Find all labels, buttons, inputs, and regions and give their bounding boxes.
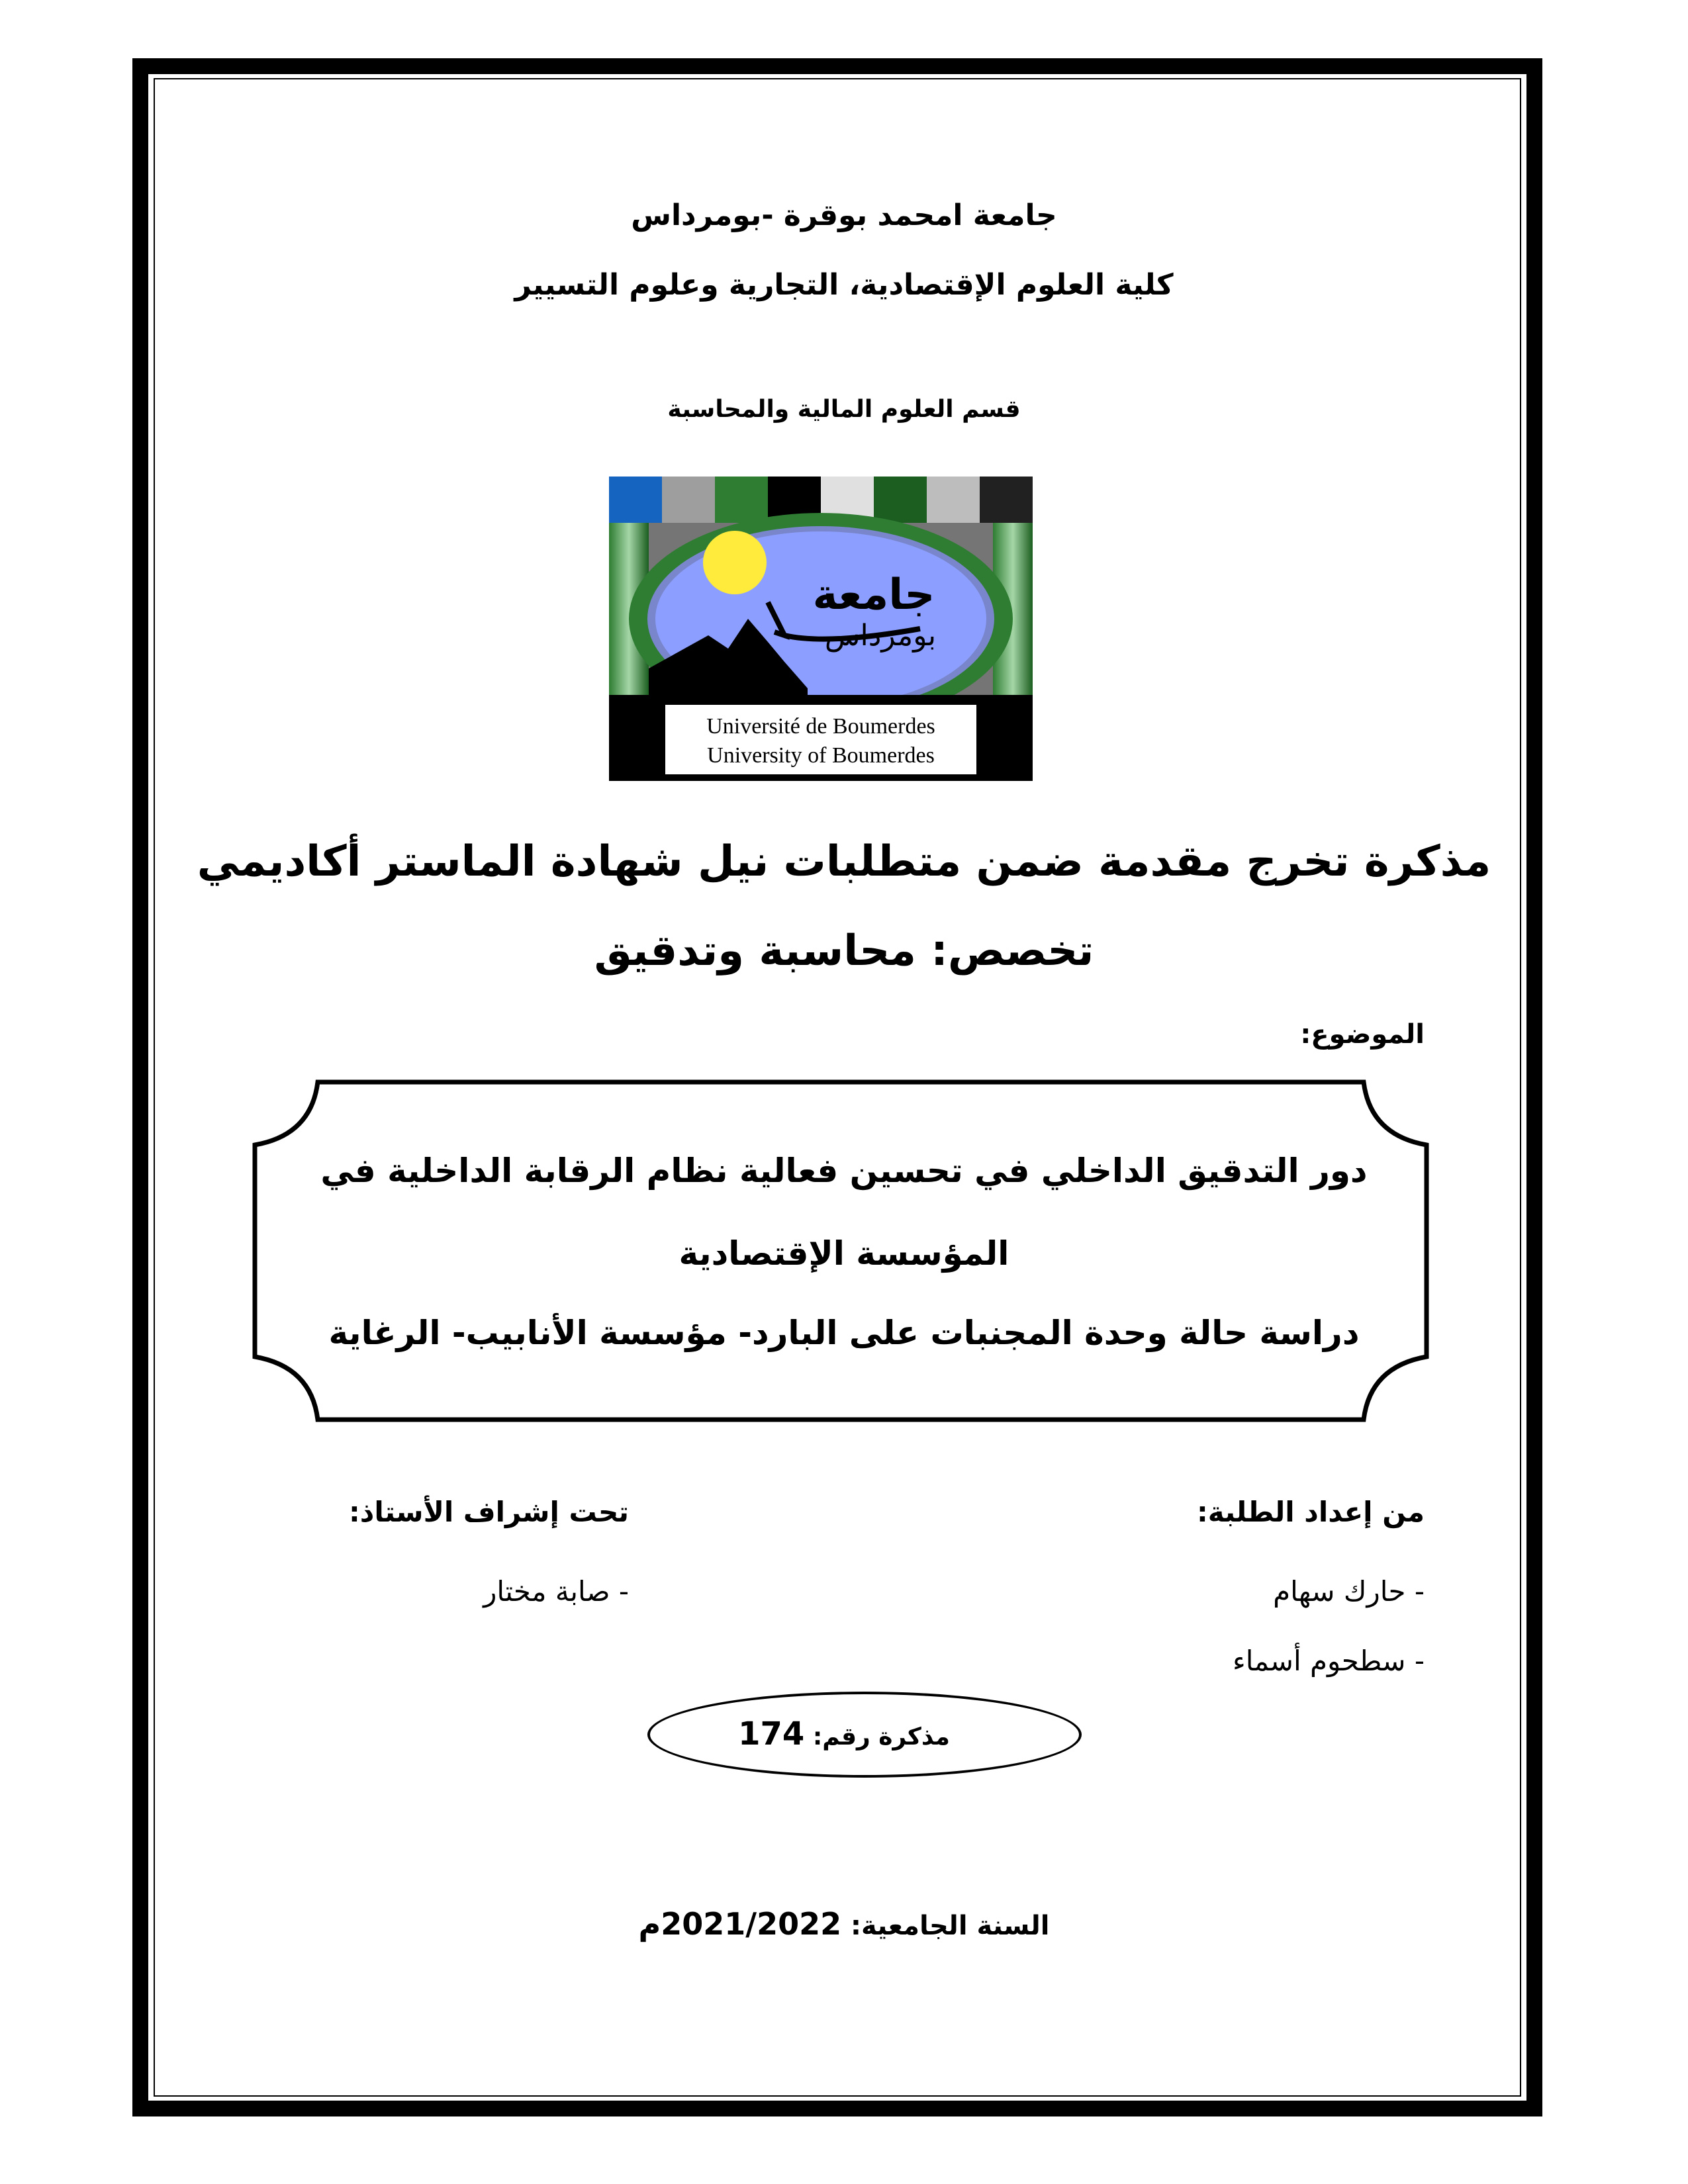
logo-arabic-name: جامعة: [812, 570, 935, 619]
student-name: - سطحوم أسماء: [1232, 1645, 1425, 1677]
logo-english-name: University of Boumerdes: [707, 743, 935, 768]
logo-arabic-city: بومرداس: [824, 619, 937, 653]
memo-label: مذكرة رقم:: [812, 1723, 950, 1751]
memo-number: [0, 1715, 1688, 1752]
memo-number-value: 174: [738, 1715, 805, 1752]
topic-line-3: دراسة حالة وحدة المجنبات على البارد- مؤسسة الأنابيب- الرغاية: [328, 1314, 1360, 1352]
academic-year-label: السنة الجامعية:: [851, 1911, 1050, 1941]
topic-line-1: دور التدقيق الداخلي في تحسين فعالية نظام الرقابة الداخلية في: [320, 1152, 1368, 1190]
university-logo: [609, 477, 1033, 788]
supervisor-label: تحت إشراف الأستاذ:: [349, 1496, 629, 1528]
department-name: قسم العلوم المالية والمحاسبة: [667, 396, 1021, 423]
thesis-title: مذكرة تخرج مقدمة ضمن متطلبات نيل شهادة الماستر أكاديمي: [197, 837, 1491, 886]
topic-line-2: المؤسسة الإقتصادية: [679, 1234, 1009, 1273]
academic-year-value: 2021/2022م: [638, 1906, 842, 1942]
academic-year: [0, 1906, 1688, 1942]
university-name: جامعة امحمد بوقرة -بومرداس: [631, 199, 1057, 232]
subject-label: الموضوع:: [1300, 1019, 1425, 1050]
faculty-name: كلية العلوم الإقتصادية، التجارية وعلوم التسيير: [514, 268, 1174, 302]
supervisor-name: - صابة مختار: [483, 1575, 629, 1608]
logo-french-name: Université de Boumerdes: [706, 714, 935, 739]
student-name: - حارك سهام: [1273, 1575, 1425, 1608]
prepared-by-label: من إعداد الطلبة:: [1197, 1496, 1425, 1528]
specialization: تخصص: محاسبة وتدقيق: [594, 927, 1094, 976]
